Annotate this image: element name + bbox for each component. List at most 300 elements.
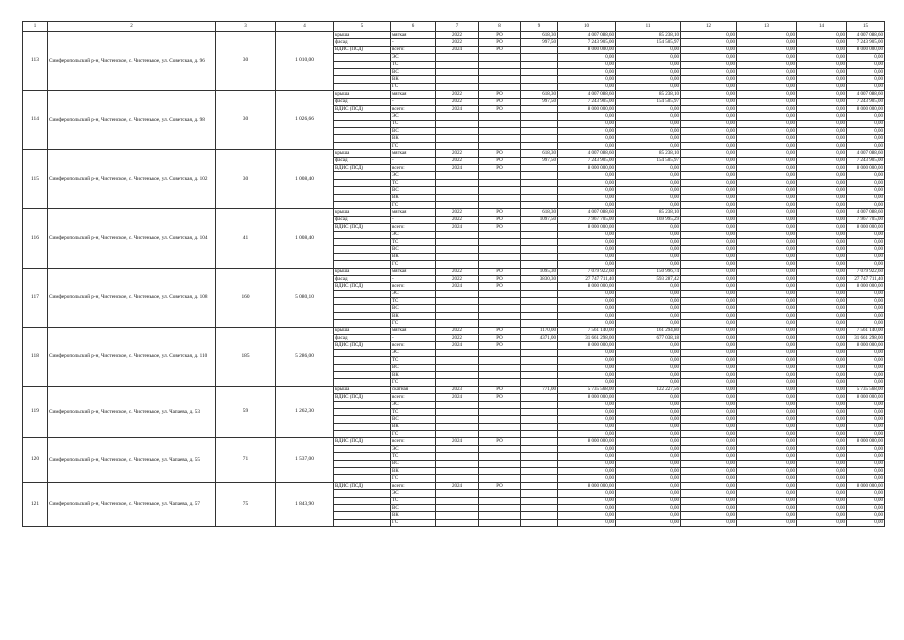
data-cell: 0,00 [797, 468, 847, 475]
data-cell: 0,00 [737, 32, 797, 39]
data-cell: 0,00 [737, 76, 797, 83]
data-cell: ЭС [391, 490, 436, 497]
data-cell: 0,00 [737, 224, 797, 231]
data-cell: 0,00 [616, 468, 681, 475]
data-cell: 7 967 705,00 [558, 216, 616, 223]
data-cell: 0,00 [737, 364, 797, 371]
data-cell: 0,00 [681, 408, 737, 415]
data-cell: ВС [391, 128, 436, 135]
data-cell: 150 996,74 [616, 268, 681, 275]
data-cell: 0,00 [616, 46, 681, 53]
data-cell [521, 312, 558, 319]
data-cell: 0,00 [558, 512, 616, 519]
data-cell: 0,00 [616, 364, 681, 371]
header-cell: 5 [334, 22, 391, 32]
data-cell: 0,00 [737, 468, 797, 475]
data-cell: РО [479, 209, 521, 216]
data-cell: 0,00 [681, 231, 737, 238]
data-cell: 0,00 [681, 76, 737, 83]
data-cell: ВК [391, 253, 436, 260]
data-cell: РО [479, 335, 521, 342]
data-cell: ВС [391, 364, 436, 371]
data-cell: 0,00 [681, 335, 737, 342]
data-cell: 0,00 [737, 335, 797, 342]
data-cell [479, 179, 521, 186]
data-cell: 2024 [436, 46, 479, 53]
data-cell: 0,00 [737, 342, 797, 349]
data-cell: 0,00 [797, 150, 847, 157]
data-cell: 169 995,29 [616, 216, 681, 223]
data-cell [436, 120, 479, 127]
data-cell: ЭС [391, 401, 436, 408]
data-cell: 0,00 [558, 349, 616, 356]
data-cell [521, 379, 558, 386]
data-cell: 0,00 [616, 246, 681, 253]
data-cell: 0,00 [681, 268, 737, 275]
data-cell [334, 416, 391, 423]
data-cell: ВС [391, 246, 436, 253]
data-cell: РО [479, 283, 521, 290]
data-cell [436, 490, 479, 497]
data-cell: 0,00 [616, 453, 681, 460]
data-cell [436, 246, 479, 253]
data-cell [521, 128, 558, 135]
data-cell: 0,00 [558, 408, 616, 415]
data-cell [479, 68, 521, 75]
data-cell: 2022 [436, 157, 479, 164]
row-number: 117 [23, 268, 48, 327]
data-cell: 0,00 [737, 453, 797, 460]
data-cell: 0,00 [737, 305, 797, 312]
data-cell: 618,30 [521, 91, 558, 98]
data-cell: 0,00 [681, 445, 737, 452]
data-cell [521, 512, 558, 519]
row-number: 120 [23, 438, 48, 482]
data-cell: 7 243 905,00 [847, 157, 885, 164]
data-cell: 0,00 [847, 83, 885, 90]
data-cell [521, 76, 558, 83]
data-cell: фасад [334, 275, 391, 282]
data-cell: 0,00 [847, 453, 885, 460]
data-cell [521, 445, 558, 452]
data-cell: РО [479, 157, 521, 164]
data-cell: 997,50 [521, 157, 558, 164]
data-cell: ГС [391, 320, 436, 327]
data-cell: 0,00 [681, 460, 737, 467]
data-cell [521, 357, 558, 364]
data-cell [479, 408, 521, 415]
data-cell: 618,30 [521, 32, 558, 39]
data-cell [521, 482, 558, 489]
data-cell: 0,00 [681, 364, 737, 371]
data-cell: 0,00 [681, 46, 737, 53]
data-cell: 0,00 [616, 497, 681, 504]
data-cell: 0,00 [558, 261, 616, 268]
data-cell: 0,00 [737, 46, 797, 53]
data-cell: 0,00 [616, 512, 681, 519]
data-cell [334, 468, 391, 475]
data-cell [334, 349, 391, 356]
data-cell [334, 187, 391, 194]
header-cell: 13 [737, 22, 797, 32]
data-cell: 0,00 [737, 253, 797, 260]
data-cell [479, 261, 521, 268]
data-cell: 0,00 [681, 468, 737, 475]
header-cell: 10 [558, 22, 616, 32]
table-row [23, 438, 885, 445]
data-cell [521, 246, 558, 253]
data-cell: 0,00 [558, 128, 616, 135]
data-cell: всего: [391, 482, 436, 489]
data-cell: 0,00 [681, 113, 737, 120]
data-cell: РО [479, 91, 521, 98]
data-cell: 0,00 [681, 179, 737, 186]
data-cell [436, 61, 479, 68]
data-cell: 8 000 000,00 [847, 482, 885, 489]
data-cell: 0,00 [681, 150, 737, 157]
data-cell: 0,00 [737, 261, 797, 268]
data-cell [521, 83, 558, 90]
data-cell: 7 079 922,60 [558, 268, 616, 275]
data-cell: 7 967 705,00 [847, 216, 885, 223]
data-cell [334, 298, 391, 305]
data-cell: всего: [391, 283, 436, 290]
row-number: 113 [23, 32, 48, 91]
data-cell: 0,00 [847, 519, 885, 526]
data-cell: РО [479, 342, 521, 349]
data-cell: 0,00 [558, 468, 616, 475]
data-cell: 0,00 [681, 216, 737, 223]
data-cell [436, 179, 479, 186]
data-cell: 0,00 [681, 209, 737, 216]
data-cell: 0,00 [847, 505, 885, 512]
data-cell [479, 416, 521, 423]
data-cell: 0,00 [558, 68, 616, 75]
data-cell [521, 201, 558, 208]
data-cell: 0,00 [616, 61, 681, 68]
data-cell: 771,00 [521, 386, 558, 393]
data-cell: 0,00 [737, 54, 797, 61]
data-cell: 0,00 [737, 68, 797, 75]
header-cell: 2 [48, 22, 216, 32]
data-cell: мягкая [391, 327, 436, 334]
data-cell [334, 179, 391, 186]
data-cell: 0,00 [737, 312, 797, 319]
data-cell: 0,00 [797, 320, 847, 327]
data-cell [479, 490, 521, 497]
data-cell: 0,00 [558, 61, 616, 68]
data-cell: 0,00 [797, 98, 847, 105]
data-cell [479, 505, 521, 512]
data-cell: 8 000 000,00 [847, 342, 885, 349]
data-cell: ВДИС (ПСД) [334, 482, 391, 489]
data-cell: 0,00 [681, 68, 737, 75]
data-cell: 0,00 [616, 76, 681, 83]
data-cell: мягкая [391, 209, 436, 216]
data-cell: 0,00 [847, 261, 885, 268]
data-cell: 0,00 [558, 238, 616, 245]
data-cell: 7 561 140,00 [558, 327, 616, 334]
data-cell: 0,00 [737, 142, 797, 149]
data-cell: 2022 [436, 268, 479, 275]
data-cell [436, 135, 479, 142]
data-cell: 0,00 [737, 187, 797, 194]
table-row [23, 327, 885, 334]
data-cell [479, 194, 521, 201]
data-cell [334, 305, 391, 312]
data-cell [479, 453, 521, 460]
data-cell: 0,00 [616, 231, 681, 238]
data-cell: 0,00 [797, 482, 847, 489]
data-cell: 0,00 [797, 445, 847, 452]
data-cell: 0,00 [797, 357, 847, 364]
data-cell [479, 231, 521, 238]
data-cell: крыша [334, 209, 391, 216]
data-cell [521, 179, 558, 186]
data-cell: 0,00 [737, 349, 797, 356]
data-cell: 0,00 [847, 371, 885, 378]
data-cell: 0,00 [616, 379, 681, 386]
row-number: 114 [23, 91, 48, 150]
data-cell: 0,00 [847, 142, 885, 149]
data-cell [521, 194, 558, 201]
data-cell: 0,00 [797, 460, 847, 467]
data-cell: 7 243 905,00 [558, 39, 616, 46]
data-cell [334, 312, 391, 319]
data-cell [436, 305, 479, 312]
data-cell [436, 128, 479, 135]
data-cell [334, 120, 391, 127]
data-cell: 0,00 [681, 32, 737, 39]
data-cell: 0,00 [737, 91, 797, 98]
data-cell [334, 61, 391, 68]
data-cell: 0,00 [737, 408, 797, 415]
data-cell: 0,00 [681, 349, 737, 356]
data-cell [334, 194, 391, 201]
data-cell: 0,00 [558, 83, 616, 90]
data-cell: 0,00 [681, 54, 737, 61]
data-cell: 0,00 [797, 238, 847, 245]
data-cell: ЭС [391, 290, 436, 297]
data-cell [521, 298, 558, 305]
data-cell [436, 371, 479, 378]
data-cell: 7 243 905,00 [847, 98, 885, 105]
apartments-count: 185 [216, 327, 276, 386]
data-cell [436, 261, 479, 268]
data-cell [436, 187, 479, 194]
data-cell: 0,00 [681, 342, 737, 349]
data-cell: 0,00 [737, 128, 797, 135]
data-cell: 0,00 [616, 416, 681, 423]
address-cell: Симферопольский р-н, Чистенское, с. Чистенькое, ул. Чапаева, д. 55 [48, 438, 216, 482]
data-cell: ВК [391, 194, 436, 201]
data-cell [521, 371, 558, 378]
data-cell: 0,00 [558, 519, 616, 526]
data-cell: РО [479, 150, 521, 157]
data-cell: 0,00 [797, 423, 847, 430]
data-cell: 0,00 [737, 445, 797, 452]
data-cell: - [391, 157, 436, 164]
data-cell: 0,00 [616, 371, 681, 378]
data-cell [334, 253, 391, 260]
data-cell: 0,00 [616, 83, 681, 90]
data-cell: 0,00 [681, 290, 737, 297]
data-cell: 0,00 [737, 216, 797, 223]
data-cell: 2023 [436, 386, 479, 393]
data-cell: 0,00 [616, 283, 681, 290]
data-cell: 154 505,97 [616, 39, 681, 46]
data-cell [436, 142, 479, 149]
data-cell: 0,00 [616, 194, 681, 201]
header-cell: 12 [681, 22, 737, 32]
data-cell: 0,00 [616, 305, 681, 312]
table-row [23, 91, 885, 98]
data-cell: ЭС [391, 172, 436, 179]
data-cell: 0,00 [797, 305, 847, 312]
data-cell: 0,00 [847, 364, 885, 371]
data-cell: 0,00 [558, 431, 616, 438]
data-cell: ГС [391, 431, 436, 438]
area-cell: 1 026,66 [276, 91, 334, 150]
data-cell [334, 519, 391, 526]
data-cell: 8 000 000,00 [558, 224, 616, 231]
data-cell [334, 423, 391, 430]
data-cell: 0,00 [558, 320, 616, 327]
data-cell: 0,00 [681, 453, 737, 460]
data-cell: 2024 [436, 165, 479, 172]
data-cell: 2024 [436, 394, 479, 401]
data-cell [436, 364, 479, 371]
data-cell: ВК [391, 135, 436, 142]
data-cell: 0,00 [847, 290, 885, 297]
data-cell: 0,00 [847, 172, 885, 179]
data-cell: 0,00 [797, 379, 847, 386]
apartments-count: 160 [216, 268, 276, 327]
data-cell [334, 453, 391, 460]
data-cell [479, 305, 521, 312]
data-cell [436, 290, 479, 297]
address-cell: Симферопольский р-н, Чистенское, с. Чистенькое, ул. Чапаева, д. 57 [48, 482, 216, 526]
data-cell [479, 401, 521, 408]
data-cell [436, 408, 479, 415]
data-cell: 0,00 [797, 349, 847, 356]
data-cell: 0,00 [847, 401, 885, 408]
data-cell: 0,00 [681, 475, 737, 482]
data-cell: ЭС [391, 349, 436, 356]
data-cell: 0,00 [558, 179, 616, 186]
table-row [23, 32, 885, 39]
data-cell: 2024 [436, 438, 479, 445]
data-cell: 0,00 [737, 283, 797, 290]
data-cell: 0,00 [797, 408, 847, 415]
data-cell: 0,00 [847, 423, 885, 430]
data-cell: 0,00 [558, 312, 616, 319]
data-cell [479, 364, 521, 371]
data-cell [479, 497, 521, 504]
data-cell [334, 364, 391, 371]
data-cell [334, 290, 391, 297]
data-cell [334, 172, 391, 179]
data-cell [436, 83, 479, 90]
data-cell: 0,00 [847, 298, 885, 305]
data-cell: всего: [391, 438, 436, 445]
data-cell: 0,00 [558, 172, 616, 179]
data-cell [521, 505, 558, 512]
data-cell: 4 007 088,60 [558, 209, 616, 216]
data-cell [479, 142, 521, 149]
data-cell [334, 54, 391, 61]
apartments-count: 71 [216, 438, 276, 482]
data-cell [479, 61, 521, 68]
data-cell [436, 54, 479, 61]
area-cell: 1 262,30 [276, 386, 334, 438]
data-cell: 2022 [436, 98, 479, 105]
data-cell [334, 68, 391, 75]
data-cell: 0,00 [737, 298, 797, 305]
data-cell: 0,00 [737, 246, 797, 253]
data-cell: 0,00 [737, 39, 797, 46]
data-cell: 0,00 [681, 157, 737, 164]
data-cell: 0,00 [797, 312, 847, 319]
data-cell: фасад [334, 335, 391, 342]
data-cell [436, 379, 479, 386]
data-cell [436, 113, 479, 120]
data-cell: 8 000 000,00 [847, 165, 885, 172]
data-cell: 0,00 [737, 268, 797, 275]
data-cell: 0,00 [558, 253, 616, 260]
data-cell: 0,00 [616, 253, 681, 260]
data-cell [521, 468, 558, 475]
data-cell: 0,00 [616, 201, 681, 208]
data-cell: 0,00 [737, 209, 797, 216]
data-cell: 0,00 [797, 105, 847, 112]
data-cell: крыша [334, 150, 391, 157]
data-cell [521, 120, 558, 127]
data-cell [436, 431, 479, 438]
data-cell [436, 512, 479, 519]
data-cell [334, 475, 391, 482]
data-cell: 0,00 [797, 201, 847, 208]
data-cell: 0,00 [847, 408, 885, 415]
data-cell: 0,00 [737, 113, 797, 120]
data-cell: ВС [391, 68, 436, 75]
data-cell: 0,00 [616, 505, 681, 512]
data-cell: 0,00 [558, 201, 616, 208]
data-cell: ВК [391, 512, 436, 519]
data-cell: 0,00 [847, 475, 885, 482]
data-cell: 8 000 000,00 [558, 165, 616, 172]
data-cell [334, 128, 391, 135]
apartments-count: 30 [216, 32, 276, 91]
data-cell: 0,00 [681, 120, 737, 127]
data-cell [436, 201, 479, 208]
data-cell: 0,00 [681, 283, 737, 290]
data-cell [521, 453, 558, 460]
data-cell: 0,00 [737, 105, 797, 112]
apartments-count: 30 [216, 150, 276, 209]
data-cell: 0,00 [847, 349, 885, 356]
data-cell: 27 747 711,40 [847, 275, 885, 282]
data-cell: крыша [334, 327, 391, 334]
data-cell: 0,00 [616, 290, 681, 297]
data-cell: 2024 [436, 482, 479, 489]
data-cell: 0,00 [558, 120, 616, 127]
area-cell: 1 843,90 [276, 482, 334, 526]
data-cell: 8 000 000,00 [558, 394, 616, 401]
data-cell: 0,00 [737, 475, 797, 482]
data-cell [479, 475, 521, 482]
data-cell: ВДИС (ПСД) [334, 46, 391, 53]
